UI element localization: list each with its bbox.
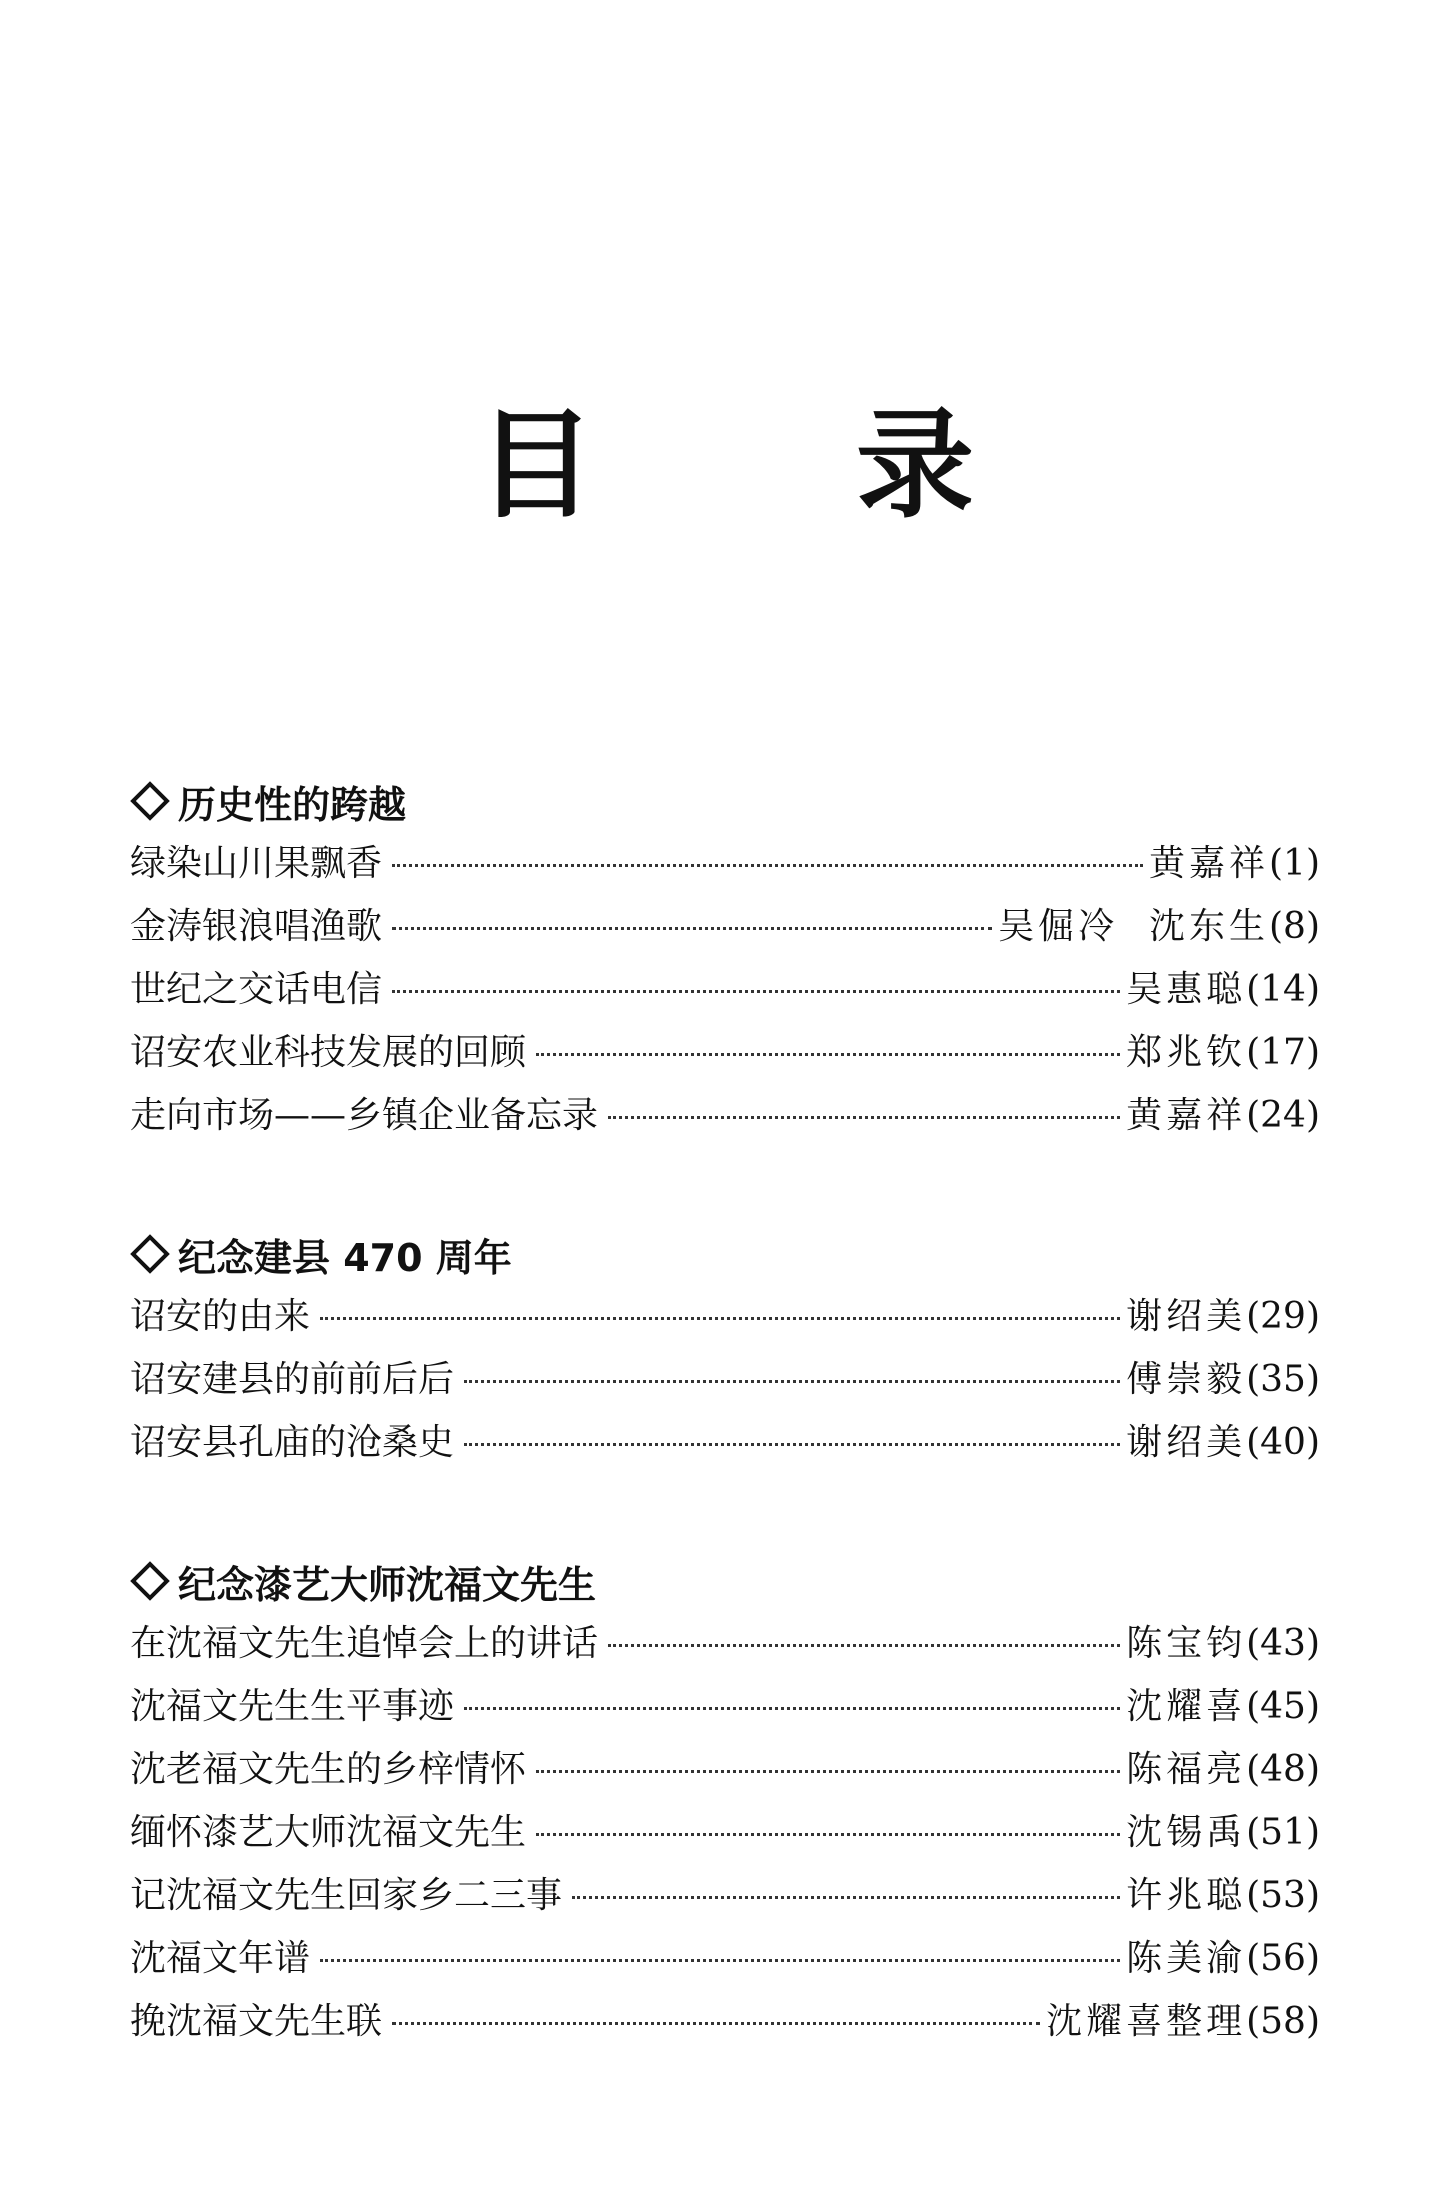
entry-page-number: (45) xyxy=(1246,1686,1320,1727)
entry-author: 傅崇毅 xyxy=(1126,1359,1247,1400)
entry-page-number: (29) xyxy=(1246,1296,1320,1337)
dot-leader xyxy=(464,1443,1120,1446)
dot-leader xyxy=(536,1833,1120,1836)
entry-author: 陈宝钧 xyxy=(1126,1623,1247,1664)
toc-entry[interactable] xyxy=(130,1801,1320,1864)
section-entries xyxy=(130,1612,1320,2053)
entry-title: 诏安县孔庙的沧桑史 xyxy=(130,1422,455,1463)
entry-title: 沈老福文先生的乡梓情怀 xyxy=(130,1749,527,1790)
diamond-bullet-icon xyxy=(130,1561,170,1601)
entry-page-number: (8) xyxy=(1269,906,1320,947)
entry-author: 郑兆钦 xyxy=(1126,1032,1247,1073)
entry-page-number: (40) xyxy=(1246,1422,1320,1463)
section-heading-text: 历史性的跨越 xyxy=(178,782,407,827)
entry-page-number: (35) xyxy=(1246,1359,1320,1400)
toc-entry[interactable] xyxy=(130,832,1320,895)
entry-author: 吴倔冷 沈东生 xyxy=(998,906,1269,947)
entry-page-number: (14) xyxy=(1246,969,1320,1010)
dot-leader xyxy=(320,1317,1120,1320)
section-heading xyxy=(130,770,1320,832)
toc-section xyxy=(130,770,1320,1147)
section-heading-text: 纪念建县 470 周年 xyxy=(178,1235,512,1280)
entry-page-number: (56) xyxy=(1246,1938,1320,1979)
entry-title: 缅怀漆艺大师沈福文先生 xyxy=(130,1812,527,1853)
section-heading xyxy=(130,1223,1320,1285)
entry-title: 诏安的由来 xyxy=(130,1296,311,1337)
toc-entry[interactable] xyxy=(130,1348,1320,1411)
entry-author: 黄嘉祥 xyxy=(1126,1095,1247,1136)
toc-entry[interactable] xyxy=(130,1675,1320,1738)
entry-title: 沈福文年谱 xyxy=(130,1938,311,1979)
section-entries xyxy=(130,832,1320,1147)
toc-entry[interactable] xyxy=(130,1285,1320,1348)
dot-leader xyxy=(608,1644,1120,1647)
entry-author: 吴惠聪 xyxy=(1126,969,1247,1010)
dot-leader xyxy=(464,1380,1120,1383)
table-of-contents xyxy=(130,770,1320,2129)
section-entries xyxy=(130,1285,1320,1474)
toc-entry[interactable] xyxy=(130,1612,1320,1675)
entry-author: 沈耀喜 xyxy=(1126,1686,1247,1727)
toc-section xyxy=(130,1223,1320,1474)
dot-leader xyxy=(572,1896,1120,1899)
toc-entry[interactable] xyxy=(130,1411,1320,1474)
diamond-bullet-icon xyxy=(130,1234,170,1274)
section-heading xyxy=(130,1550,1320,1612)
entry-title: 记沈福文先生回家乡二三事 xyxy=(130,1875,563,1916)
entry-title: 诏安建县的前前后后 xyxy=(130,1359,455,1400)
entry-page-number: (17) xyxy=(1246,1032,1320,1073)
entry-page-number: (51) xyxy=(1246,1812,1320,1853)
entry-author: 陈福亮 xyxy=(1126,1749,1247,1790)
dot-leader xyxy=(392,990,1120,993)
toc-entry[interactable] xyxy=(130,1021,1320,1084)
dot-leader xyxy=(392,927,992,930)
entry-title: 绿染山川果飘香 xyxy=(130,843,383,884)
toc-entry[interactable] xyxy=(130,895,1320,958)
entry-author: 陈美渝 xyxy=(1126,1938,1247,1979)
entry-author: 黄嘉祥 xyxy=(1148,843,1269,884)
entry-page-number: (58) xyxy=(1246,2001,1320,2042)
toc-entry[interactable] xyxy=(130,1738,1320,1801)
entry-page-number: (24) xyxy=(1246,1095,1320,1136)
dot-leader xyxy=(320,1959,1120,1962)
entry-page-number: (1) xyxy=(1269,843,1320,884)
entry-author: 谢绍美 xyxy=(1126,1296,1247,1337)
entry-page-number: (48) xyxy=(1246,1749,1320,1790)
diamond-bullet-icon xyxy=(130,781,170,821)
toc-entry[interactable] xyxy=(130,958,1320,1021)
toc-entry[interactable] xyxy=(130,1927,1320,1990)
entry-title: 沈福文先生生平事迹 xyxy=(130,1686,455,1727)
dot-leader xyxy=(608,1116,1120,1119)
entry-author: 沈耀喜整理 xyxy=(1046,2001,1247,2042)
entry-author: 许兆聪 xyxy=(1126,1875,1247,1916)
entry-title: 在沈福文先生追悼会上的讲话 xyxy=(130,1623,599,1664)
dot-leader xyxy=(464,1707,1120,1710)
dot-leader xyxy=(536,1770,1120,1773)
dot-leader xyxy=(536,1053,1120,1056)
toc-entry[interactable] xyxy=(130,1084,1320,1147)
entry-title: 挽沈福文先生联 xyxy=(130,2001,383,2042)
entry-title: 走向市场——乡镇企业备忘录 xyxy=(130,1095,599,1136)
entry-title: 世纪之交话电信 xyxy=(130,969,383,1010)
entry-author: 沈锡禹 xyxy=(1126,1812,1247,1853)
toc-entry[interactable] xyxy=(130,1864,1320,1927)
entry-title: 金涛银浪唱渔歌 xyxy=(130,906,383,947)
page-title: 目 录 xyxy=(476,396,1085,534)
dot-leader xyxy=(392,2022,1040,2025)
dot-leader xyxy=(392,864,1143,867)
entry-page-number: (43) xyxy=(1246,1623,1320,1664)
section-heading-text: 纪念漆艺大师沈福文先生 xyxy=(178,1562,597,1607)
toc-entry[interactable] xyxy=(130,1990,1320,2053)
entry-page-number: (53) xyxy=(1246,1875,1320,1916)
toc-section xyxy=(130,1550,1320,2053)
entry-author: 谢绍美 xyxy=(1126,1422,1247,1463)
entry-title: 诏安农业科技发展的回顾 xyxy=(130,1032,527,1073)
